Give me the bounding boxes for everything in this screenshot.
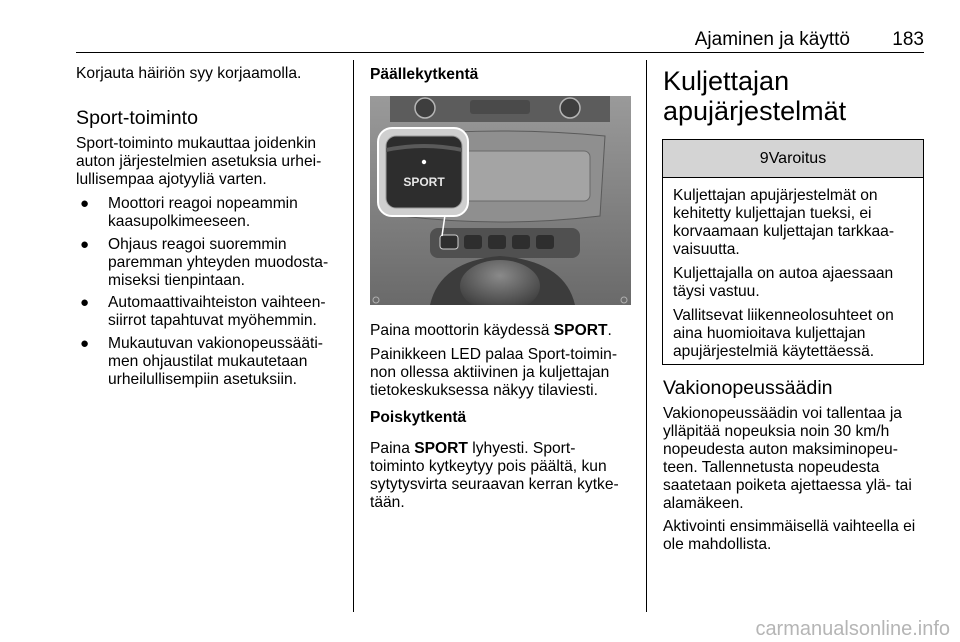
- warning-box: [662, 139, 924, 365]
- running-header-title: Ajaminen ja käyttö: [694, 29, 850, 50]
- bullet-item: ● Automaattivaihteiston vaihteen- siirrot tapahtuvat myöhemmin.: [80, 294, 326, 329]
- bullet-item: ● Mukautuvan vakionopeussääti- men ohjaustilat mukautetaan urheilullisempiin asetuksiin.: [80, 335, 323, 388]
- bullet-icon: ●: [80, 236, 90, 253]
- watermark: carmanualsonline.info: [755, 618, 950, 640]
- left-intro: Korjauta häiriön syy korjaamolla.: [76, 65, 302, 82]
- sport-description: Sport-toiminto mukauttaa joidenkin auton järjestelmien asetuksia urhei- lullisempaa ajotyyliä varten.: [76, 135, 322, 188]
- sport-button-label: SPORT: [403, 175, 445, 189]
- driver-assist-title: Kuljettajan apujärjestelmät: [663, 66, 847, 126]
- sport-button-photo: [370, 96, 631, 305]
- bullet-item: ● Moottori reagoi nopeammin kaasupolkimeeseen.: [80, 195, 298, 230]
- warning-body: Kuljettajan apujärjestelmät on kehitetty kuljettajan tueksi, ei korvaamaan kuljettajan tarkkaa- vaisuutta. Kuljettajalla on autoa ajaessaan täysi vastuu. Vallitsevat liikenneolosuhteet on aina huomioitava kuljettajan apujärjestelmiä käytettäessä.: [673, 187, 895, 360]
- cruise-control-paragraph: Vakionopeussäädin voi tallentaa ja ylläpitää nopeuksia noin 30 km/h nopeudesta auton maksiminopeu- teen. Tallennetusta nopeudesta saatetaan poiketa ajettaessa ylä- tai alamäkeen.: [663, 405, 912, 512]
- bullet-icon: ●: [80, 195, 90, 212]
- warning-header: [663, 140, 923, 178]
- bullet-icon: ●: [80, 294, 90, 311]
- cruise-control-heading: Vakionopeussäädin: [663, 377, 833, 399]
- bullet-icon: ●: [80, 335, 90, 352]
- activation-paragraph: Aktivointi ensimmäisellä vaihteella ei ole mahdollista.: [663, 518, 916, 553]
- header-rule: [76, 52, 924, 53]
- dashboard-illustration: [370, 96, 631, 305]
- warning-icon: 9: [759, 150, 769, 167]
- led-paragraph: Painikkeen LED palaa Sport-toimin- non ollessa aktiivinen ja kuljettajan tietokeskuksessa näkyy tilaviesti.: [370, 346, 618, 399]
- sport-heading: Sport-toiminto: [76, 107, 198, 129]
- switch-off-heading: Poiskytkentä: [370, 409, 467, 426]
- warning-title: Varoitus: [768, 150, 827, 167]
- switch-on-heading: Päällekytkentä: [370, 66, 479, 83]
- switch-off-paragraph: Paina SPORT lyhyesti. Sport- toiminto kytkeytyy pois päältä, kun sytytysvirta seuraavan kerran kytke- tään.: [370, 440, 619, 511]
- column-divider-right: [646, 60, 647, 612]
- press-sport-paragraph: Paina moottorin käydessä SPORT.: [370, 322, 612, 339]
- bullet-item: ● Ohjaus reagoi suoremmin paremman yhteyden muodosta- miseksi tienpintaan.: [80, 236, 329, 289]
- page-number: 183: [892, 29, 924, 50]
